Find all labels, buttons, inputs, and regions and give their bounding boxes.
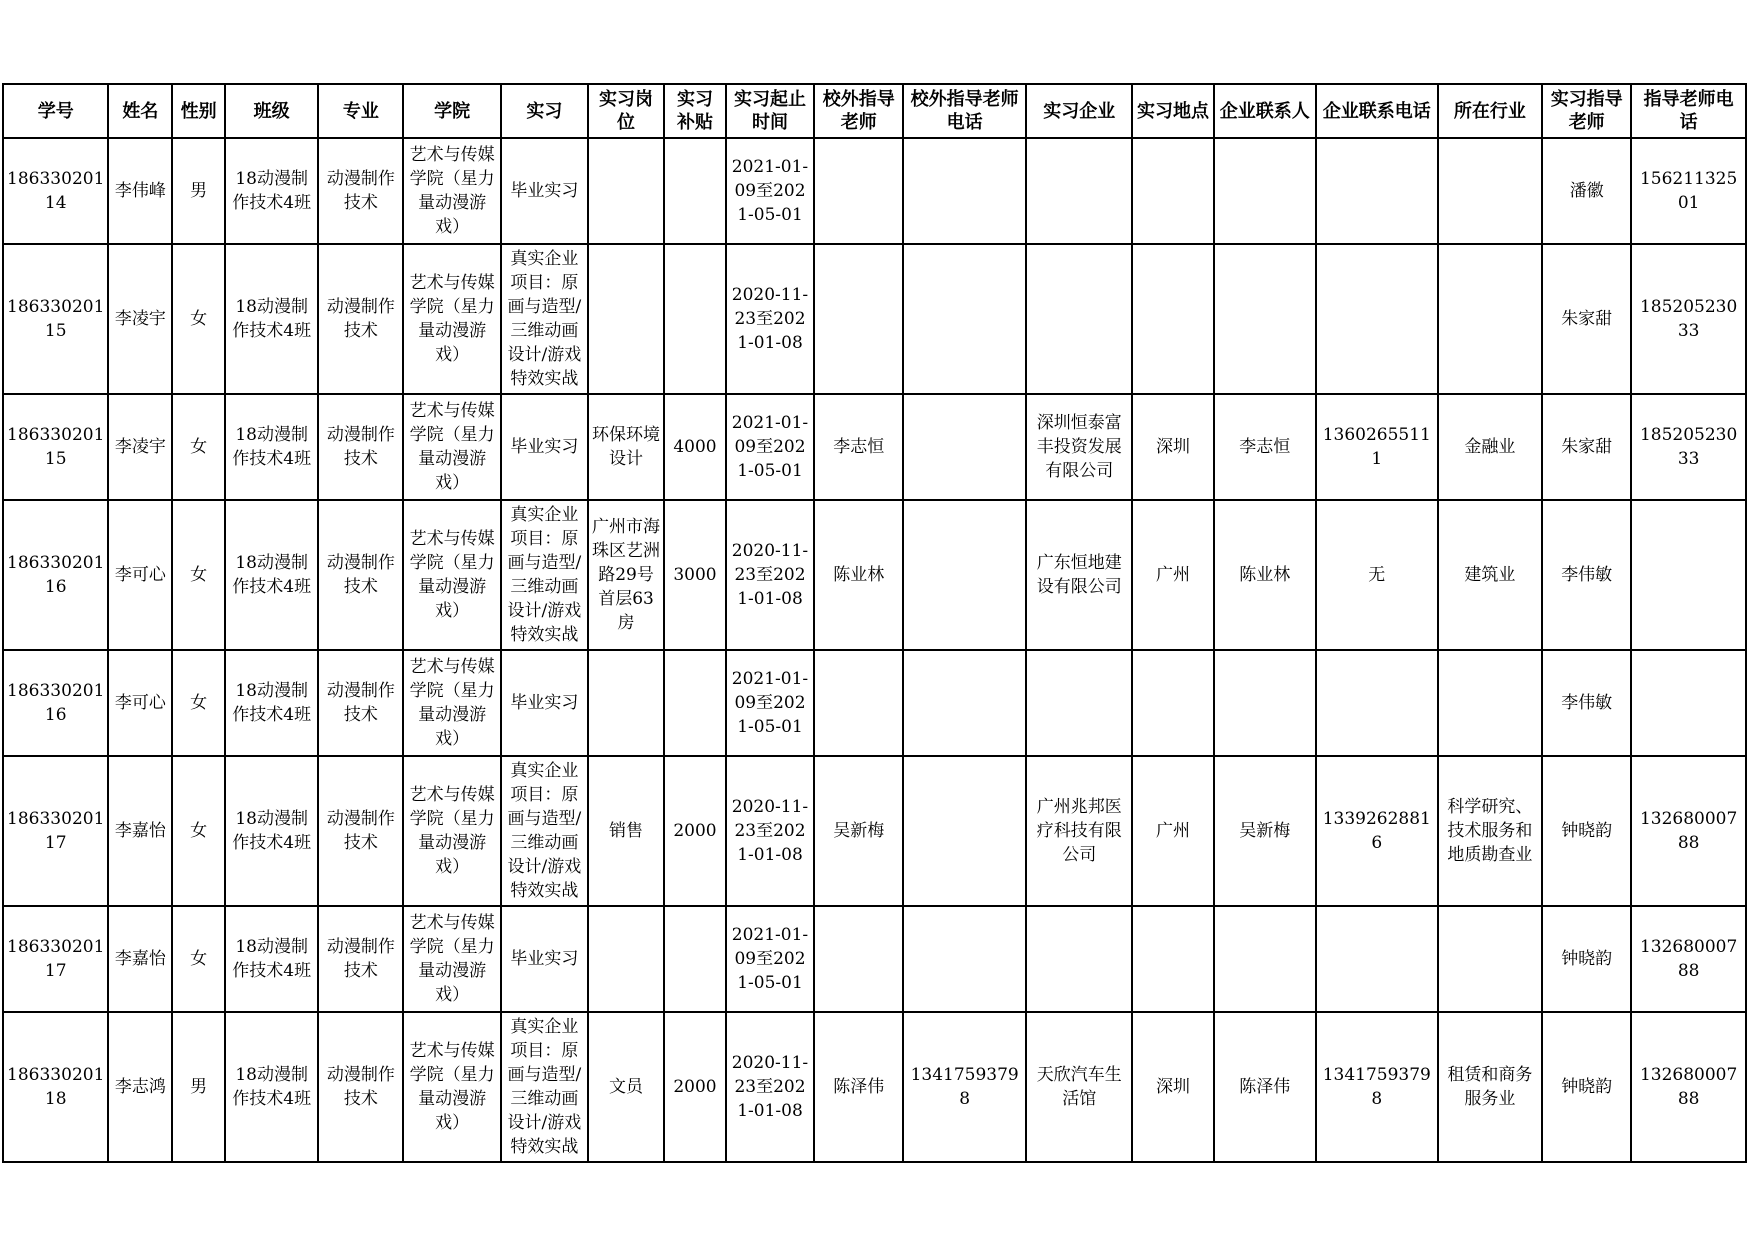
- company-contact-cell: [1214, 906, 1316, 1012]
- table-row: [3, 394, 1746, 500]
- external-teacher-phone-cell-text: 13417593798: [910, 1065, 1019, 1109]
- location-cell-text: 广州: [1156, 565, 1190, 585]
- student-name-cell-text: 李凌宇: [114, 437, 166, 457]
- location-cell-text: 广州: [1156, 821, 1190, 841]
- company-contact-cell: [1214, 500, 1316, 650]
- external-teacher-phone-cell: [903, 756, 1026, 906]
- location-cell: [1132, 906, 1213, 1012]
- period-cell: [726, 650, 814, 756]
- table-row: [3, 650, 1746, 756]
- table-row: [3, 906, 1746, 1012]
- header-row: [3, 84, 1746, 138]
- class-cell: [225, 244, 318, 394]
- major-cell: [318, 650, 403, 756]
- major-cell: [318, 756, 403, 906]
- student-id-cell-text: 18633020115: [7, 425, 105, 469]
- class-cell-text: 18动漫制作技术4班: [232, 1065, 312, 1109]
- internship-type-cell: [501, 906, 588, 1012]
- header-cell: 性别: [172, 84, 225, 138]
- internship-type-cell-text: 真实企业项目：原画与造型/三维动画设计/游戏特效实战: [507, 761, 582, 901]
- gender-cell: [172, 138, 225, 244]
- location-cell-text: 深圳: [1156, 437, 1190, 457]
- teacher-phone-cell-text: 18520523033: [1639, 425, 1738, 469]
- gender-cell: [172, 650, 225, 756]
- internship-type-cell-text: 毕业实习: [510, 181, 579, 201]
- header-cell: 班级: [225, 84, 318, 138]
- company-contact-cell-text: 陈泽伟: [1239, 1077, 1291, 1097]
- teacher-phone-cell-text: 13268000788: [1639, 809, 1738, 853]
- company-phone-cell: [1316, 500, 1438, 650]
- header-cell: 实习: [501, 84, 588, 138]
- class-cell: [225, 650, 318, 756]
- industry-cell: [1438, 244, 1542, 394]
- company-phone-cell: [1316, 756, 1438, 906]
- internship-type-cell: [501, 650, 588, 756]
- company-cell: [1026, 138, 1132, 244]
- position-cell-text: 销售: [609, 821, 644, 841]
- subsidy-cell: [664, 650, 726, 756]
- student-name-cell: [108, 138, 172, 244]
- major-cell: [318, 244, 403, 394]
- internship-type-cell-text: 真实企业项目：原画与造型/三维动画设计/游戏特效实战: [507, 249, 582, 389]
- gender-cell-text: 女: [190, 309, 208, 329]
- internship-type-cell: [501, 138, 588, 244]
- header-cell: 实习指导老师: [1542, 84, 1631, 138]
- student-id-cell: [3, 906, 108, 1012]
- teacher-phone-cell-text: 13268000788: [1639, 1065, 1738, 1109]
- internship-type-cell: [501, 244, 588, 394]
- external-teacher-cell-text: 陈泽伟: [833, 1077, 885, 1097]
- company-contact-cell: [1214, 244, 1316, 394]
- teacher-cell-text: 钟晓韵: [1561, 949, 1613, 969]
- gender-cell: [172, 500, 225, 650]
- location-cell: [1132, 756, 1213, 906]
- company-phone-cell-text: 13602655111: [1322, 425, 1431, 469]
- teacher-cell: [1542, 244, 1631, 394]
- teacher-phone-cell: [1631, 138, 1746, 244]
- header-cell: 所在行业: [1438, 84, 1542, 138]
- industry-cell: [1438, 138, 1542, 244]
- student-id-cell-text: 18633020117: [7, 809, 105, 853]
- student-id-cell-text: 18633020115: [7, 297, 105, 341]
- student-name-cell: [108, 906, 172, 1012]
- gender-cell: [172, 394, 225, 500]
- class-cell: [225, 1012, 318, 1162]
- industry-cell-text: 建筑业: [1464, 565, 1516, 585]
- industry-cell-text: 租赁和商务服务业: [1447, 1065, 1533, 1109]
- student-name-cell: [108, 1012, 172, 1162]
- industry-cell: [1438, 1012, 1542, 1162]
- external-teacher-phone-cell: [903, 394, 1026, 500]
- header-cell: 实习企业: [1026, 84, 1132, 138]
- teacher-cell: [1542, 906, 1631, 1012]
- company-cell-text: 广州兆邦医疗科技有限公司: [1036, 797, 1122, 865]
- internship-table: [2, 83, 1747, 1163]
- college-cell-text: 艺术与传媒学院（星力量动漫游戏）: [409, 657, 495, 749]
- company-contact-cell-text: 陈业林: [1239, 565, 1291, 585]
- gender-cell-text: 女: [190, 821, 208, 841]
- table-row: [3, 138, 1746, 244]
- major-cell-text: 动漫制作技术: [326, 169, 395, 213]
- college-cell-text: 艺术与传媒学院（星力量动漫游戏）: [409, 913, 495, 1005]
- company-contact-cell-text: 吴新梅: [1239, 821, 1291, 841]
- teacher-phone-cell: [1631, 394, 1746, 500]
- position-cell-text: 广州市海珠区艺洲路29号首层63房: [592, 517, 661, 633]
- company-contact-cell: [1214, 138, 1316, 244]
- college-cell: [403, 500, 500, 650]
- company-phone-cell: [1316, 244, 1438, 394]
- position-cell: [588, 650, 664, 756]
- student-name-cell-text: 李凌宇: [114, 309, 166, 329]
- header-cell: 实习岗位: [588, 84, 664, 138]
- period-cell: [726, 394, 814, 500]
- internship-type-cell: [501, 500, 588, 650]
- student-name-cell-text: 李嘉怡: [114, 821, 166, 841]
- location-cell: [1132, 244, 1213, 394]
- class-cell-text: 18动漫制作技术4班: [232, 937, 312, 981]
- subsidy-cell: [664, 394, 726, 500]
- header-cell: 企业联系电话: [1316, 84, 1438, 138]
- teacher-phone-cell: [1631, 1012, 1746, 1162]
- industry-cell: [1438, 500, 1542, 650]
- period-cell: [726, 1012, 814, 1162]
- header-cell: 实习地点: [1132, 84, 1213, 138]
- gender-cell-text: 女: [190, 437, 208, 457]
- college-cell-text: 艺术与传媒学院（星力量动漫游戏）: [409, 145, 495, 237]
- position-cell: [588, 1012, 664, 1162]
- company-cell: [1026, 394, 1132, 500]
- company-contact-cell: [1214, 394, 1316, 500]
- internship-type-cell: [501, 394, 588, 500]
- period-cell-text: 2021-01-09至2021-05-01: [731, 669, 809, 737]
- college-cell: [403, 394, 500, 500]
- header-cell: 校外指导老师电话: [903, 84, 1026, 138]
- student-name-cell: [108, 244, 172, 394]
- location-cell: [1132, 500, 1213, 650]
- student-name-cell-text: 李伟峰: [114, 181, 166, 201]
- external-teacher-phone-cell: [903, 500, 1026, 650]
- teacher-cell: [1542, 394, 1631, 500]
- external-teacher-cell: [814, 650, 903, 756]
- period-cell: [726, 138, 814, 244]
- internship-type-cell-text: 毕业实习: [510, 949, 579, 969]
- period-cell: [726, 756, 814, 906]
- company-phone-cell: [1316, 1012, 1438, 1162]
- college-cell-text: 艺术与传媒学院（星力量动漫游戏）: [409, 401, 495, 493]
- class-cell: [225, 394, 318, 500]
- company-cell: [1026, 650, 1132, 756]
- student-id-cell: [3, 650, 108, 756]
- table-body: [3, 138, 1746, 1162]
- position-cell: [588, 500, 664, 650]
- gender-cell: [172, 756, 225, 906]
- college-cell-text: 艺术与传媒学院（星力量动漫游戏）: [409, 273, 495, 365]
- subsidy-cell: [664, 756, 726, 906]
- teacher-cell: [1542, 500, 1631, 650]
- major-cell-text: 动漫制作技术: [326, 809, 395, 853]
- teacher-cell-text: 钟晓韵: [1561, 1077, 1613, 1097]
- student-id-cell-text: 18633020117: [7, 937, 105, 981]
- subsidy-cell-text: 4000: [673, 437, 717, 457]
- teacher-cell: [1542, 138, 1631, 244]
- teacher-cell-text: 朱家甜: [1561, 437, 1613, 457]
- location-cell: [1132, 650, 1213, 756]
- company-cell-text: 深圳恒泰富丰投资发展有限公司: [1036, 413, 1122, 481]
- gender-cell-text: 女: [190, 565, 208, 585]
- company-cell-text: 广东恒地建设有限公司: [1036, 553, 1122, 597]
- external-teacher-cell: [814, 1012, 903, 1162]
- internship-type-cell: [501, 756, 588, 906]
- table-row: [3, 1012, 1746, 1162]
- company-cell: [1026, 500, 1132, 650]
- external-teacher-cell: [814, 244, 903, 394]
- internship-type-cell-text: 毕业实习: [510, 693, 579, 713]
- period-cell-text: 2020-11-23至2021-01-08: [731, 797, 809, 865]
- gender-cell-text: 男: [190, 181, 208, 201]
- period-cell-text: 2021-01-09至2021-05-01: [731, 413, 809, 481]
- teacher-cell-text: 李伟敏: [1561, 565, 1613, 585]
- class-cell: [225, 906, 318, 1012]
- company-phone-cell: [1316, 650, 1438, 756]
- college-cell: [403, 138, 500, 244]
- period-cell-text: 2020-11-23至2021-01-08: [731, 285, 809, 353]
- subsidy-cell: [664, 138, 726, 244]
- company-cell-text: 天欣汽车生活馆: [1036, 1065, 1122, 1109]
- external-teacher-cell-text: 陈业林: [833, 565, 885, 585]
- header-cell: 学院: [403, 84, 500, 138]
- company-phone-cell: [1316, 394, 1438, 500]
- teacher-phone-cell-text: 18520523033: [1639, 297, 1738, 341]
- class-cell-text: 18动漫制作技术4班: [232, 809, 312, 853]
- position-cell: [588, 756, 664, 906]
- gender-cell-text: 女: [190, 693, 208, 713]
- student-id-cell: [3, 500, 108, 650]
- industry-cell-text: 科学研究、技术服务和地质勘查业: [1447, 797, 1533, 865]
- position-cell-text: 文员: [609, 1077, 644, 1097]
- company-phone-cell-text: 无: [1368, 565, 1386, 585]
- major-cell: [318, 906, 403, 1012]
- internship-type-cell-text: 毕业实习: [510, 437, 579, 457]
- teacher-phone-cell-text: 15621132501: [1639, 169, 1738, 213]
- table-row: [3, 244, 1746, 394]
- header-cell: 学号: [3, 84, 108, 138]
- header-cell: 专业: [318, 84, 403, 138]
- major-cell-text: 动漫制作技术: [326, 297, 395, 341]
- class-cell: [225, 756, 318, 906]
- company-phone-cell: [1316, 906, 1438, 1012]
- student-name-cell-text: 李可心: [114, 565, 166, 585]
- external-teacher-phone-cell: [903, 906, 1026, 1012]
- teacher-phone-cell-text: 13268000788: [1639, 937, 1738, 981]
- student-id-cell: [3, 756, 108, 906]
- teacher-cell: [1542, 756, 1631, 906]
- industry-cell-text: 金融业: [1464, 437, 1516, 457]
- gender-cell: [172, 906, 225, 1012]
- teacher-cell: [1542, 650, 1631, 756]
- student-name-cell: [108, 650, 172, 756]
- external-teacher-phone-cell: [903, 650, 1026, 756]
- student-id-cell-text: 18633020116: [7, 553, 105, 597]
- period-cell-text: 2020-11-23至2021-01-08: [731, 541, 809, 609]
- period-cell-text: 2021-01-09至2021-05-01: [731, 157, 809, 225]
- internship-type-cell-text: 真实企业项目：原画与造型/三维动画设计/游戏特效实战: [507, 1017, 582, 1157]
- internship-table-sheet: [2, 83, 1747, 1163]
- major-cell-text: 动漫制作技术: [326, 1065, 395, 1109]
- student-name-cell: [108, 500, 172, 650]
- class-cell-text: 18动漫制作技术4班: [232, 681, 312, 725]
- student-name-cell: [108, 394, 172, 500]
- student-name-cell-text: 李志鸿: [114, 1077, 166, 1097]
- internship-type-cell-text: 真实企业项目：原画与造型/三维动画设计/游戏特效实战: [507, 505, 582, 645]
- company-phone-cell-text: 13392628816: [1322, 809, 1431, 853]
- period-cell: [726, 244, 814, 394]
- student-id-cell-text: 18633020118: [7, 1065, 105, 1109]
- external-teacher-cell: [814, 906, 903, 1012]
- gender-cell: [172, 1012, 225, 1162]
- header-cell: 企业联系人: [1214, 84, 1316, 138]
- industry-cell: [1438, 394, 1542, 500]
- student-id-cell-text: 18633020116: [7, 681, 105, 725]
- company-cell: [1026, 244, 1132, 394]
- period-cell-text: 2020-11-23至2021-01-08: [731, 1053, 809, 1121]
- teacher-cell-text: 钟晓韵: [1561, 821, 1613, 841]
- student-name-cell-text: 李可心: [114, 693, 166, 713]
- major-cell-text: 动漫制作技术: [326, 937, 395, 981]
- company-phone-cell: [1316, 138, 1438, 244]
- college-cell-text: 艺术与传媒学院（星力量动漫游戏）: [409, 1041, 495, 1133]
- class-cell-text: 18动漫制作技术4班: [232, 553, 312, 597]
- college-cell: [403, 650, 500, 756]
- class-cell-text: 18动漫制作技术4班: [232, 297, 312, 341]
- industry-cell: [1438, 650, 1542, 756]
- class-cell-text: 18动漫制作技术4班: [232, 169, 312, 213]
- college-cell: [403, 244, 500, 394]
- student-id-cell: [3, 1012, 108, 1162]
- teacher-phone-cell: [1631, 500, 1746, 650]
- gender-cell-text: 男: [190, 1077, 208, 1097]
- location-cell-text: 深圳: [1156, 1077, 1190, 1097]
- gender-cell: [172, 244, 225, 394]
- subsidy-cell: [664, 1012, 726, 1162]
- external-teacher-phone-cell: [903, 244, 1026, 394]
- teacher-phone-cell: [1631, 906, 1746, 1012]
- class-cell: [225, 138, 318, 244]
- subsidy-cell: [664, 906, 726, 1012]
- subsidy-cell-text: 2000: [673, 1077, 717, 1097]
- class-cell-text: 18动漫制作技术4班: [232, 425, 312, 469]
- college-cell-text: 艺术与传媒学院（星力量动漫游戏）: [409, 785, 495, 877]
- external-teacher-cell-text: 李志恒: [833, 437, 885, 457]
- student-id-cell: [3, 394, 108, 500]
- header-cell: 校外指导老师: [814, 84, 903, 138]
- major-cell-text: 动漫制作技术: [326, 553, 395, 597]
- subsidy-cell-text: 2000: [673, 821, 717, 841]
- company-contact-cell-text: 李志恒: [1239, 437, 1291, 457]
- position-cell: [588, 138, 664, 244]
- table-row: [3, 756, 1746, 906]
- location-cell: [1132, 394, 1213, 500]
- college-cell: [403, 906, 500, 1012]
- company-contact-cell: [1214, 756, 1316, 906]
- external-teacher-cell-text: 吴新梅: [833, 821, 885, 841]
- position-cell: [588, 906, 664, 1012]
- company-cell: [1026, 1012, 1132, 1162]
- external-teacher-cell: [814, 500, 903, 650]
- position-cell: [588, 394, 664, 500]
- student-name-cell: [108, 756, 172, 906]
- table-row: [3, 500, 1746, 650]
- subsidy-cell: [664, 500, 726, 650]
- position-cell-text: 环保环境设计: [592, 425, 661, 469]
- major-cell: [318, 394, 403, 500]
- teacher-cell-text: 潘徽: [1569, 181, 1604, 201]
- major-cell-text: 动漫制作技术: [326, 425, 395, 469]
- industry-cell: [1438, 756, 1542, 906]
- teacher-cell: [1542, 1012, 1631, 1162]
- location-cell: [1132, 138, 1213, 244]
- teacher-cell-text: 朱家甜: [1561, 309, 1613, 329]
- college-cell-text: 艺术与传媒学院（星力量动漫游戏）: [409, 529, 495, 621]
- major-cell: [318, 500, 403, 650]
- external-teacher-cell: [814, 394, 903, 500]
- location-cell: [1132, 1012, 1213, 1162]
- external-teacher-phone-cell: [903, 138, 1026, 244]
- teacher-phone-cell: [1631, 756, 1746, 906]
- company-phone-cell-text: 13417593798: [1322, 1065, 1431, 1109]
- period-cell: [726, 500, 814, 650]
- student-id-cell: [3, 138, 108, 244]
- header-cell: 指导老师电话: [1631, 84, 1746, 138]
- class-cell: [225, 500, 318, 650]
- external-teacher-cell: [814, 138, 903, 244]
- period-cell-text: 2021-01-09至2021-05-01: [731, 925, 809, 993]
- company-contact-cell: [1214, 1012, 1316, 1162]
- teacher-phone-cell: [1631, 650, 1746, 756]
- major-cell: [318, 1012, 403, 1162]
- student-id-cell-text: 18633020114: [7, 169, 105, 213]
- header-cell: 姓名: [108, 84, 172, 138]
- subsidy-cell-text: 3000: [673, 565, 717, 585]
- industry-cell: [1438, 906, 1542, 1012]
- period-cell: [726, 906, 814, 1012]
- student-id-cell: [3, 244, 108, 394]
- company-cell: [1026, 756, 1132, 906]
- college-cell: [403, 1012, 500, 1162]
- position-cell: [588, 244, 664, 394]
- gender-cell-text: 女: [190, 949, 208, 969]
- student-name-cell-text: 李嘉怡: [114, 949, 166, 969]
- major-cell-text: 动漫制作技术: [326, 681, 395, 725]
- header-cell: 实习补贴: [664, 84, 726, 138]
- header-cell: 实习起止时间: [726, 84, 814, 138]
- college-cell: [403, 756, 500, 906]
- teacher-cell-text: 李伟敏: [1561, 693, 1613, 713]
- teacher-phone-cell: [1631, 244, 1746, 394]
- external-teacher-cell: [814, 756, 903, 906]
- company-cell: [1026, 906, 1132, 1012]
- company-contact-cell: [1214, 650, 1316, 756]
- external-teacher-phone-cell: [903, 1012, 1026, 1162]
- major-cell: [318, 138, 403, 244]
- subsidy-cell: [664, 244, 726, 394]
- internship-type-cell: [501, 1012, 588, 1162]
